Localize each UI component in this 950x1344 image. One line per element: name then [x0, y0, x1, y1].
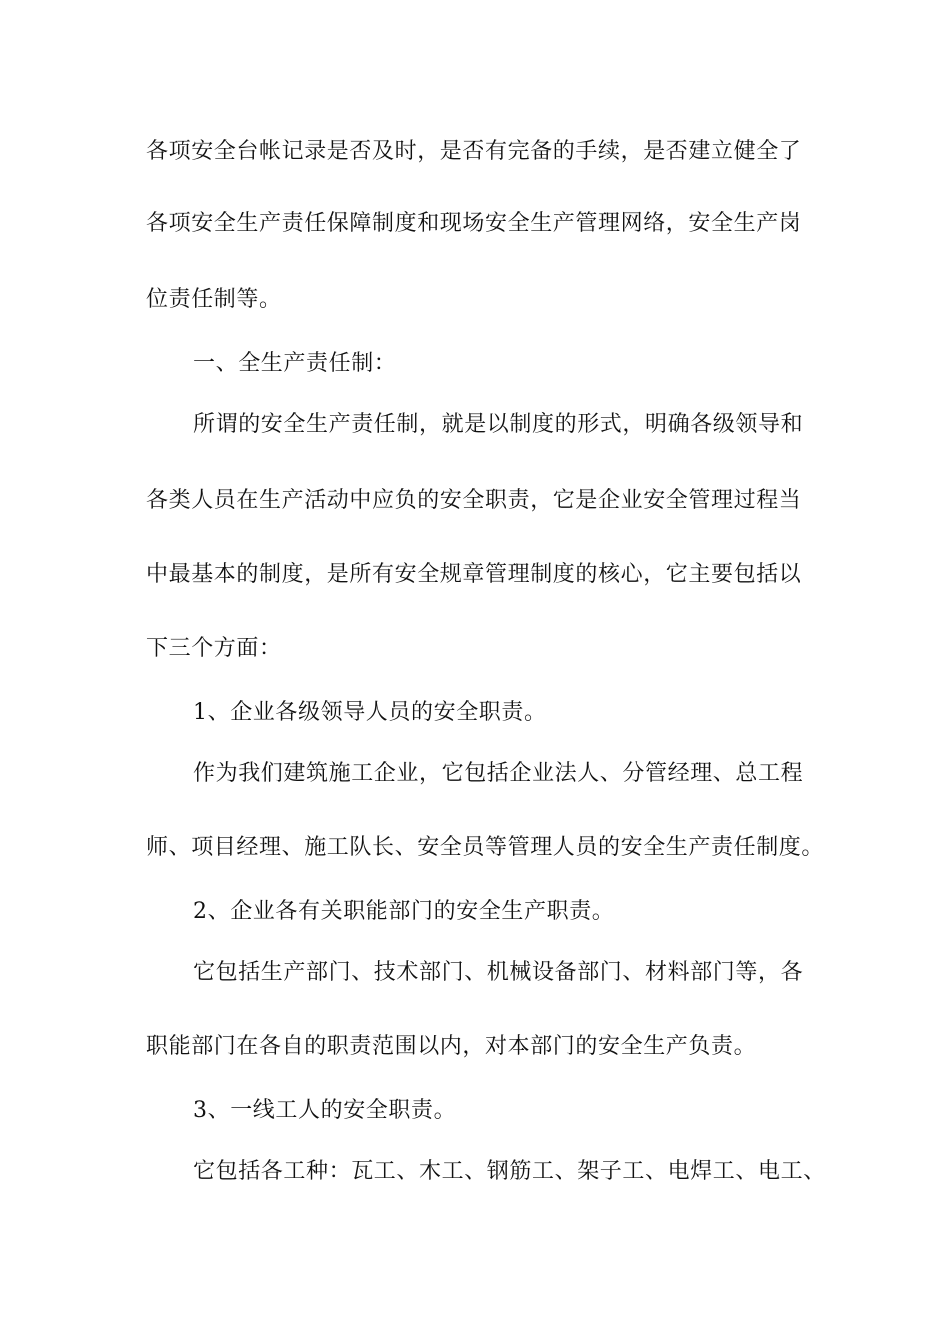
text-line: 职能部门在各自的职责范围以内，对本部门的安全生产负责。 — [146, 1034, 757, 1059]
text-line: 中最基本的制度，是所有安全规章管理制度的核心，它主要包括以 — [146, 562, 802, 587]
section-heading: 一、全生产责任制： — [193, 351, 397, 376]
text-line: 师、项目经理、施工队长、安全员等管理人员的安全生产责任制度。 — [146, 835, 825, 860]
text-line: 下三个方面： — [146, 636, 282, 661]
text-line: 它包括生产部门、技术部门、机械设备部门、材料部门等，各 — [193, 960, 804, 985]
subsection-heading: 1、企业各级领导人员的安全职责。 — [193, 700, 547, 725]
text-line: 各项安全台帐记录是否及时，是否有完备的手续，是否建立健全了 — [146, 139, 802, 164]
subsection-heading: 3、一线工人的安全职责。 — [193, 1098, 457, 1123]
text-line: 它包括各工种：瓦工、木工、钢筋工、架子工、电焊工、电工、 — [193, 1159, 826, 1184]
text-line: 各类人员在生产活动中应负的安全职责，它是企业安全管理过程当 — [146, 488, 802, 513]
text-line: 作为我们建筑施工企业，它包括企业法人、分管经理、总工程 — [193, 761, 804, 786]
text-line: 各项安全生产责任保障制度和现场安全生产管理网络，安全生产岗 — [146, 211, 802, 236]
text-line: 位责任制等。 — [146, 287, 282, 312]
subsection-heading: 2、企业各有关职能部门的安全生产职责。 — [193, 899, 615, 924]
text-line: 所谓的安全生产责任制，就是以制度的形式，明确各级领导和 — [193, 412, 804, 437]
